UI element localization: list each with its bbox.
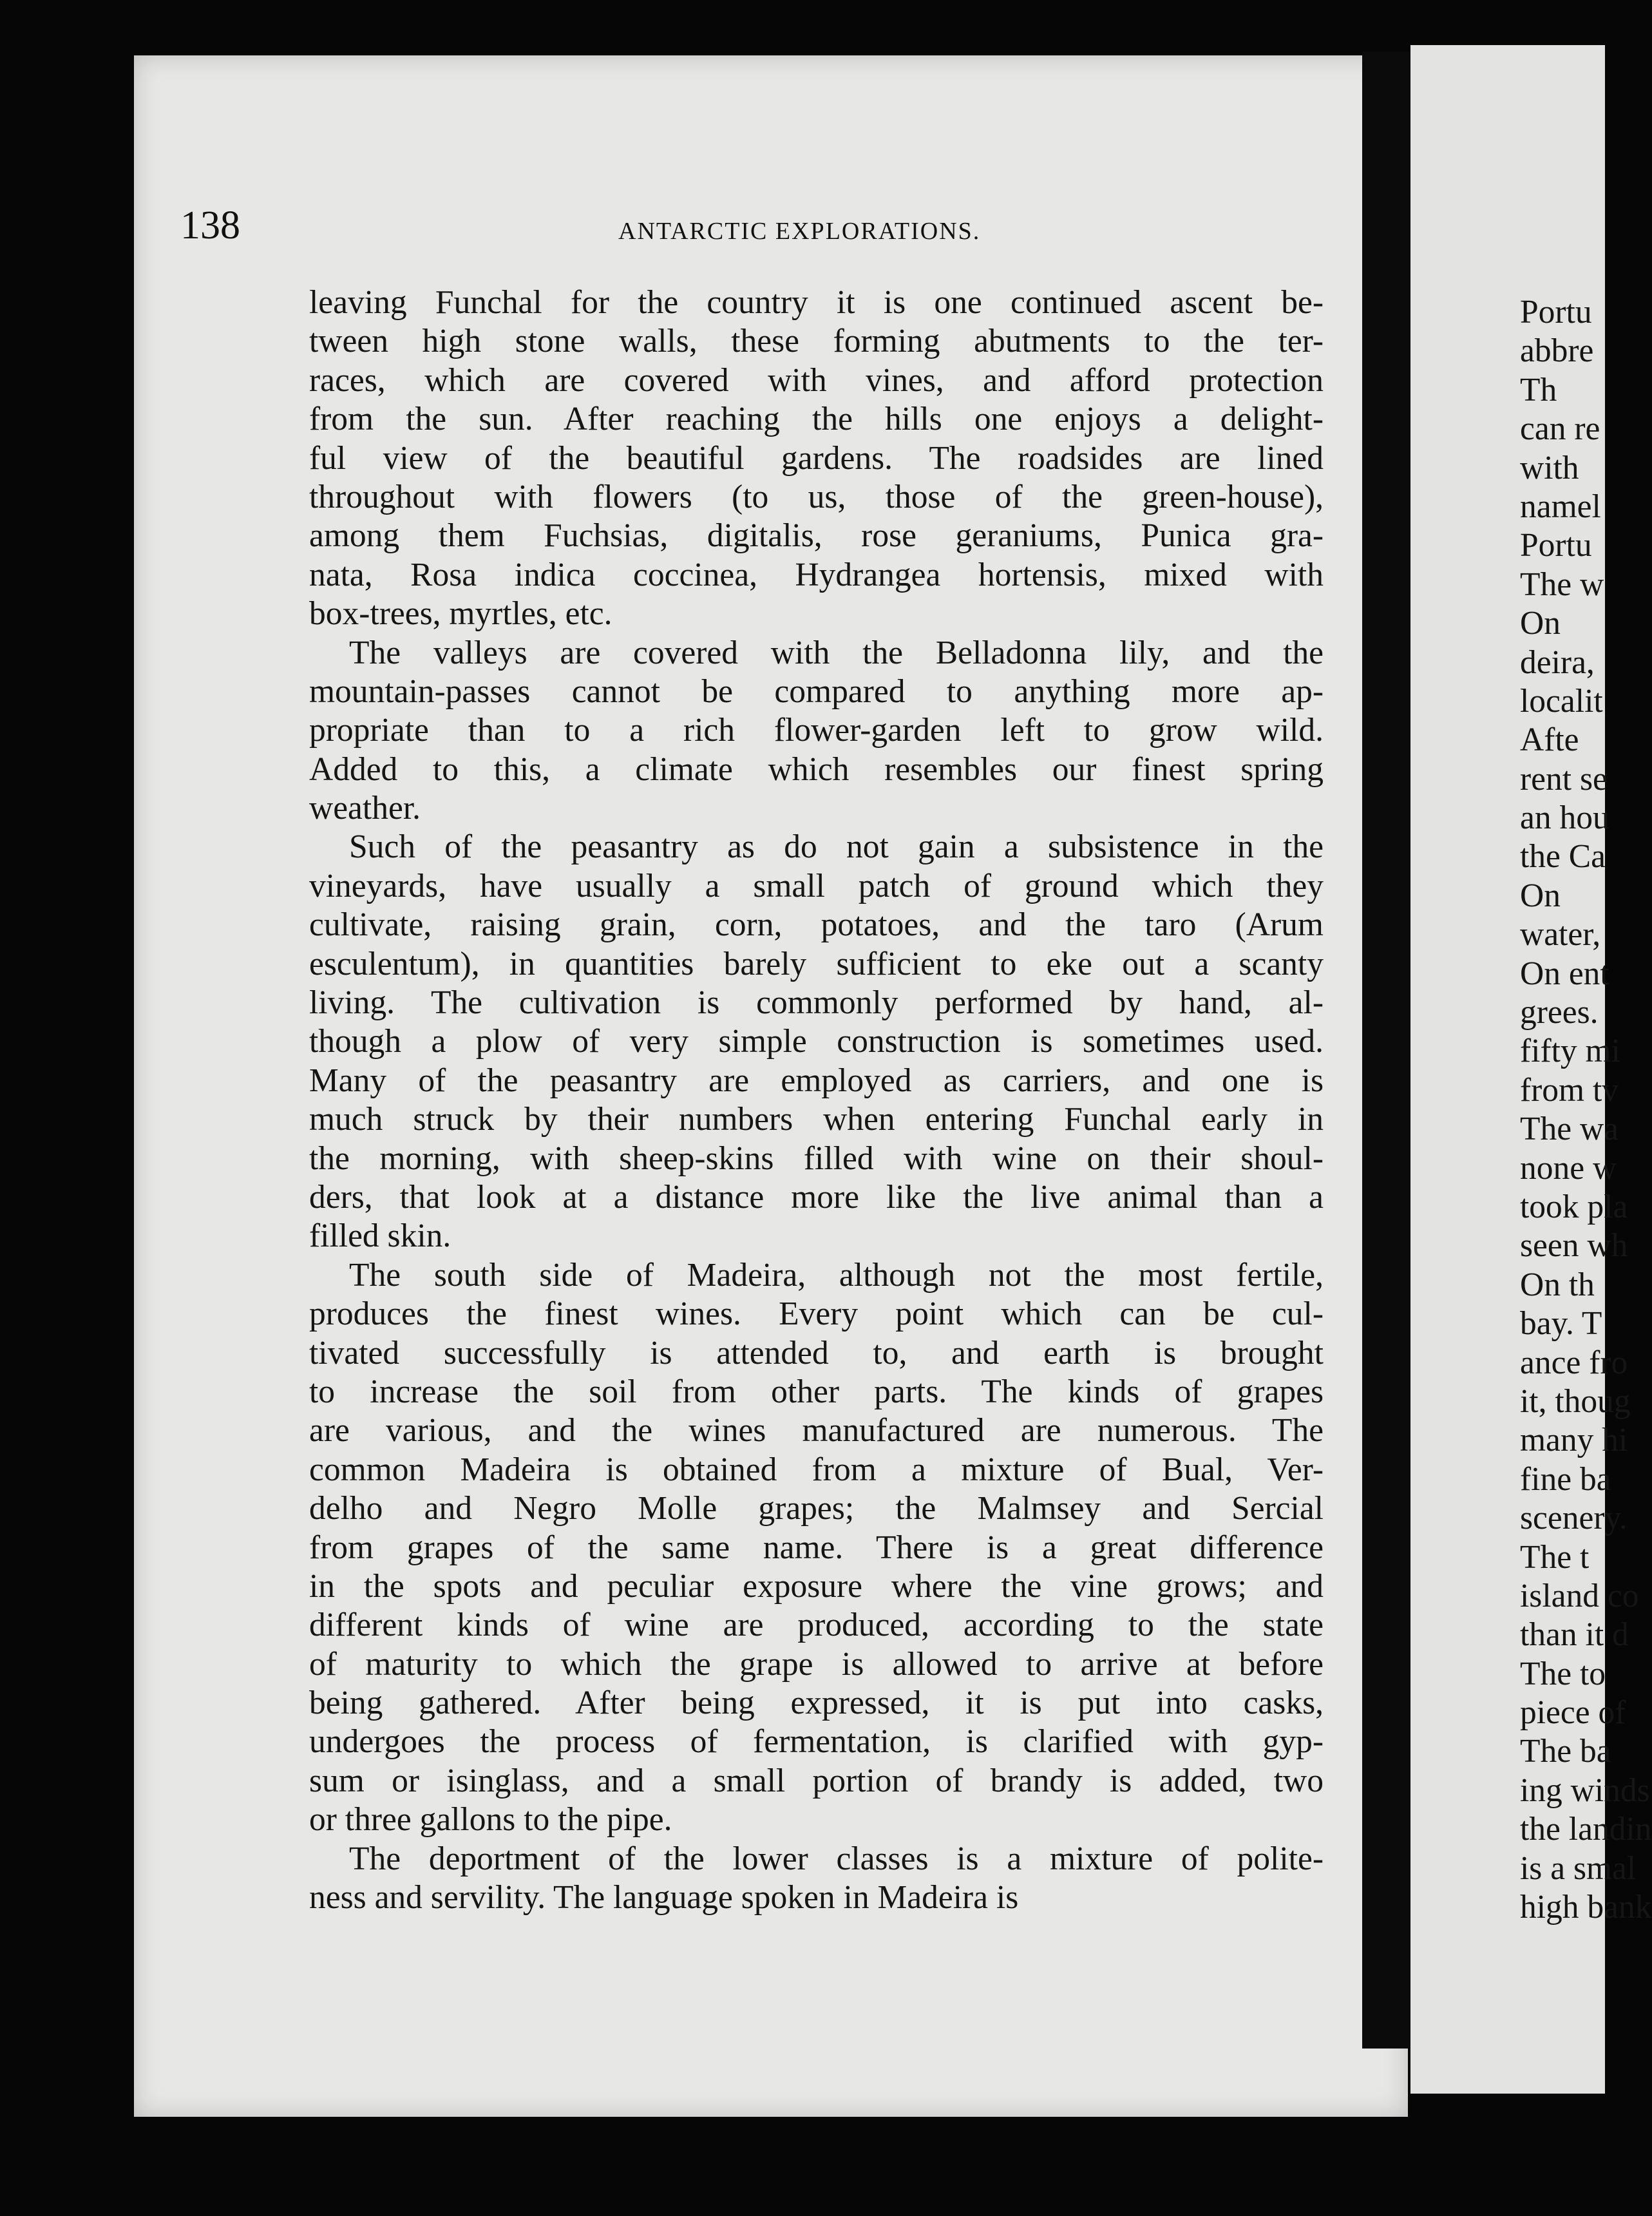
text-line: Many of the peasantry are employed as carriers, and one is	[309, 1062, 1324, 1099]
text-line: weather.	[309, 790, 421, 827]
right-page-line-fragment: can re	[1520, 410, 1600, 448]
text-line: races, which are covered with vines, and afford protection	[309, 361, 1324, 399]
text-line: common Madeira is obtained from a mixture of Bual, Ver-	[309, 1451, 1324, 1488]
right-page-line-fragment: water,	[1520, 916, 1601, 953]
running-title: ANTARCTIC EXPLORATIONS.	[618, 218, 981, 245]
right-page-line-fragment: Portu	[1520, 527, 1592, 564]
right-page-line-fragment: an hou	[1520, 799, 1609, 837]
text-line: from the sun. After reaching the hills one enjoys a delight-	[309, 401, 1324, 438]
text-line: cultivate, raising grain, corn, potatoes, and the taro (Arum	[309, 906, 1324, 944]
text-line: among them Fuchsias, digitalis, rose geraniums, Punica gra-	[309, 517, 1324, 555]
text-line: in the spots and peculiar exposure where the vine grows; and	[309, 1567, 1324, 1605]
text-line: living. The cultivation is commonly performed by hand, al-	[309, 984, 1324, 1022]
right-page-line-fragment: localit	[1520, 682, 1603, 720]
right-page-line-fragment: The wa	[1520, 1111, 1619, 1148]
text-line: ful view of the beautiful gardens. The roadsides are lined	[309, 439, 1324, 477]
text-line: mountain-passes cannot be compared to anything more ap-	[309, 673, 1324, 710]
text-line: from grapes of the same name. There is a great difference	[309, 1529, 1324, 1566]
text-line: different kinds of wine are produced, according to the state	[309, 1607, 1324, 1644]
text-line: filled skin.	[309, 1218, 451, 1255]
text-line: propriate than to a rich flower-garden left to grow wild.	[309, 712, 1324, 749]
right-page-line-fragment: rent se	[1520, 760, 1608, 798]
text-line: are various, and the wines manufactured are numerous. The	[309, 1412, 1324, 1449]
text-line: The south side of Madeira, although not the most fertile,	[349, 1256, 1324, 1294]
right-page-line-fragment: Th	[1520, 371, 1557, 408]
right-page-line-fragment: island co	[1520, 1577, 1639, 1614]
right-page-line-fragment: namel	[1520, 488, 1601, 525]
right-page-line-fragment: the Ca	[1520, 838, 1606, 875]
book-gutter	[1362, 52, 1410, 2049]
text-line: ders, that look at a distance more like the live animal than a	[309, 1178, 1324, 1216]
right-page-line-fragment: piece of	[1520, 1694, 1626, 1732]
page-number: 138	[180, 204, 240, 247]
right-page-line-fragment: from tv	[1520, 1071, 1619, 1109]
text-line: The valleys are covered with the Belladonna lily, and the	[349, 634, 1324, 671]
right-page-line-fragment: The t	[1520, 1538, 1590, 1576]
right-page-line-fragment: fifty mi	[1520, 1033, 1620, 1070]
right-page-line-fragment: Afte	[1520, 721, 1579, 759]
text-line: leaving Funchal for the country it is one continued ascent be-	[309, 284, 1324, 321]
text-line: though a plow of very simple construction is sometimes used.	[309, 1023, 1324, 1060]
right-page-line-fragment: abbre	[1520, 332, 1594, 370]
text-line: The deportment of the lower classes is a mixture of polite-	[349, 1840, 1324, 1877]
text-line: much struck by their numbers when entering Funchal early in	[309, 1101, 1324, 1138]
right-page-line-fragment: bay. T	[1520, 1305, 1602, 1342]
text-line: delho and Negro Molle grapes; the Malmsey and Sercial	[309, 1490, 1324, 1527]
right-page-line-fragment: the landin	[1520, 1811, 1652, 1848]
right-page-line-fragment: ance fro	[1520, 1344, 1628, 1381]
right-page-line-fragment: The w	[1520, 566, 1604, 603]
right-page-line-fragment: On th	[1520, 1266, 1595, 1303]
body-text	[309, 283, 1324, 1917]
right-page-line-fragment: On ent	[1520, 955, 1609, 992]
right-page-line-fragment: Portu	[1520, 294, 1592, 330]
right-page-line-fragment: high bank	[1520, 1889, 1652, 1926]
right-page-line-fragment: with	[1520, 449, 1579, 486]
text-line: the morning, with sheep-skins filled with wine on their shoul-	[309, 1140, 1324, 1177]
right-page-line-fragment: grees.	[1520, 994, 1599, 1031]
text-line: undergoes the process of fermentation, is clarified with gyp-	[309, 1723, 1324, 1761]
right-page-line-fragment: The ba	[1520, 1733, 1611, 1770]
right-page-line-fragment: On	[1520, 877, 1561, 914]
text-line: of maturity to which the grape is allowed to arrive at before	[309, 1645, 1324, 1683]
right-page-line-fragment: seen wh	[1520, 1227, 1628, 1265]
right-page-line-fragment: On	[1520, 605, 1561, 642]
text-line: ness and servility. The language spoken in Madeira is	[309, 1879, 1019, 1916]
text-line: tween high stone walls, these forming abutments to the ter-	[309, 323, 1324, 360]
right-page-line-fragment: took pla	[1520, 1188, 1628, 1225]
text-line: being gathered. After being expressed, it is put into casks,	[309, 1685, 1324, 1722]
right-page-line-fragment: scenery.	[1520, 1500, 1628, 1537]
text-line: nata, Rosa indica coccinea, Hydrangea hortensis, mixed with	[309, 556, 1324, 593]
right-page-line-fragment: ing winds	[1520, 1772, 1650, 1809]
text-line: vineyards, have usually a small patch of ground which they	[309, 867, 1324, 904]
text-line: Such of the peasantry as do not gain a subsistence in the	[349, 828, 1324, 866]
text-line: sum or isinglass, and a small portion of brandy is added, two	[309, 1762, 1324, 1799]
text-line: to increase the soil from other parts. The kinds of grapes	[309, 1373, 1324, 1410]
right-page-line-fragment: deira,	[1520, 644, 1595, 681]
text-line: esculentum), in quantities barely sufficient to eke out a scanty	[309, 945, 1324, 982]
text-line: produces the finest wines. Every point which can be cul-	[309, 1295, 1324, 1333]
page-header	[180, 203, 1314, 254]
right-page-line-fragment: than it d	[1520, 1616, 1629, 1654]
text-line: or three gallons to the pipe.	[309, 1801, 672, 1839]
right-page-line-fragment: fine ba	[1520, 1460, 1611, 1498]
right-page-line-fragment: The to	[1520, 1655, 1606, 1692]
text-line: box-trees, myrtles, etc.	[309, 595, 612, 633]
text-line: throughout with flowers (to us, those of the green-house),	[309, 478, 1324, 515]
right-page-line-fragment: none w	[1520, 1149, 1617, 1187]
right-page-line-fragment: it, thoug	[1520, 1382, 1631, 1420]
right-page-line-fragment: many hi	[1520, 1422, 1628, 1459]
right-page-line-fragment: is a smal	[1520, 1849, 1637, 1887]
text-line: Added to this, a climate which resembles our finest spring	[309, 750, 1324, 788]
right-page-text-fragments	[1520, 293, 1652, 1927]
text-line: tivated successfully is attended to, and earth is brought	[309, 1334, 1324, 1371]
